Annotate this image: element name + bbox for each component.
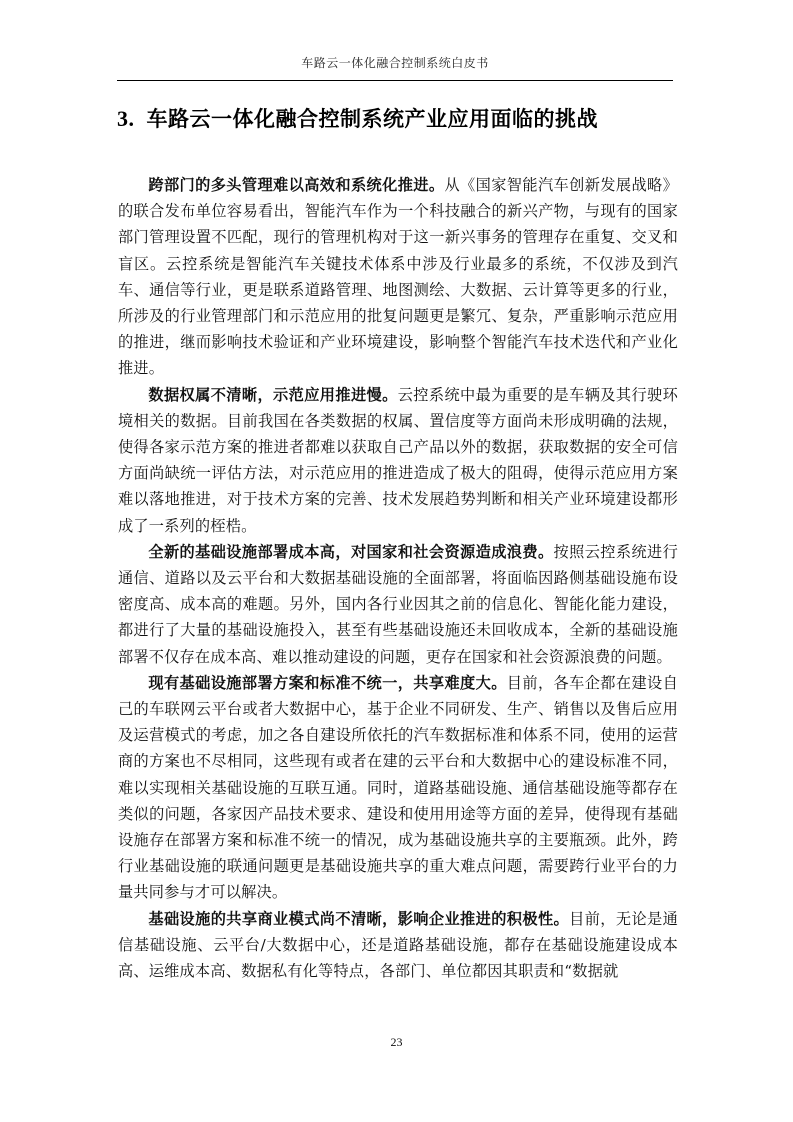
running-header: 车路云一体化融合控制系统白皮书 bbox=[301, 56, 489, 70]
section-title bbox=[117, 103, 598, 133]
paragraph-text: 目前，各车企都在建设自己的车联网云平台或者大数据中心，基于企业不同研发、生产、销售以及售后应用及运营模式的考虑，加之各自建设所依托的汽车数据标准和体系不同，使用的运营商的方案也不尽相同，这些现有或者在建的云平台和大数据中心的建设标准不同，难以实现相关基础设施的互联互通。同时，道路基础设施、通信基础设施等都存在类似的问题，各家因产品技术要求、建设和使用用途等方面的差异，使得现有基础设施存在部署方案和标准不统一的情况，成为基础设施共享的主要瓶颈。此外，跨行业基础设施的联通问题更是基础设施共享的重大难点问题，需要跨行业平台的力量共同参与才可以解决。 bbox=[118, 673, 678, 902]
paragraph-lead: 数据权属不清晰，示范应用推进慢。 bbox=[148, 385, 398, 404]
paragraph-multi-management bbox=[118, 172, 678, 382]
paragraph-text: 从《国家智能汽车创新发展战略》的联合发布单位容易看出，智能汽车作为一个科技融合的新兴产物，与现有的国家部门管理设置不匹配，现行的管理机构对于这一新兴事务的管理存在重复、交叉和盲区。云控系统是智能汽车关键技术体系中涉及行业最多的系统，不仅涉及到汽车、通信等行业，更是联系道路管理、地图测绘、大数据、云计算等更多的行业，所涉及的行业管理部门和示范应用的批复问题更是繁冗、复杂，严重影响示范应用的推进，继而影响技术验证和产业环境建设，影响整个智能汽车技术迭代和产业化推进。 bbox=[118, 176, 678, 378]
paragraph-text: 目前，无论是通信基础设施、云平台/大数据中心，还是道路基础设施，都存在基础设施建设成本高、运维成本高、数据私有化等特点，各部门、单位都因其职责和“数据就 bbox=[118, 909, 678, 981]
page-number: 23 bbox=[390, 1035, 403, 1049]
paragraph-lead: 现有基础设施部署方案和标准不统一，共享难度大。 bbox=[148, 673, 507, 692]
paragraph-lead: 基础设施的共享商业模式尚不清晰，影响企业推进的积极性。 bbox=[148, 909, 570, 928]
paragraph-business-model bbox=[118, 906, 678, 985]
paragraph-text: 云控系统中最为重要的是车辆及其行驶环境相关的数据。目前我国在各类数据的权属、置信度等方面尚未形成明确的法规，使得各家示范方案的推进者都难以获取自己产品以外的数据，获取数据的安全可信方面尚缺统一评估方法，对示范应用的推进造成了极大的阻碍，使得示范应用方案难以落地推进，对于技术方案的完善、技术发展趋势判断和相关产业环境建设都形成了一系列的桎梏。 bbox=[118, 385, 679, 535]
paragraph-standards bbox=[118, 670, 678, 906]
paragraph-lead: 全新的基础设施部署成本高，对国家和社会资源造成浪费。 bbox=[148, 542, 554, 561]
section-title-text: 车路云一体化融合控制系统产业应用面临的挑战 bbox=[146, 107, 598, 131]
body-text bbox=[118, 172, 678, 984]
paragraph-text: 按照云控系统进行通信、道路以及云平台和大数据基础设施的全面部署，将面临因路侧基础设施布设密度高、成本高的难题。另外，国内各行业因其之前的信息化、智能化能力建设，都进行了大量的基础设施投入，甚至有些基础设施还未回收成本，全新的基础设施部署不仅存在成本高、难以推动建设的问题，更存在国家和社会资源浪费的问题。 bbox=[118, 542, 678, 666]
paragraph-infrastructure-cost bbox=[118, 539, 678, 670]
section-number: 3. bbox=[117, 106, 135, 131]
paragraph-data-ownership bbox=[118, 382, 678, 539]
paragraph-lead: 跨部门的多头管理难以高效和系统化推进。 bbox=[148, 176, 445, 194]
header-divider bbox=[117, 80, 673, 81]
